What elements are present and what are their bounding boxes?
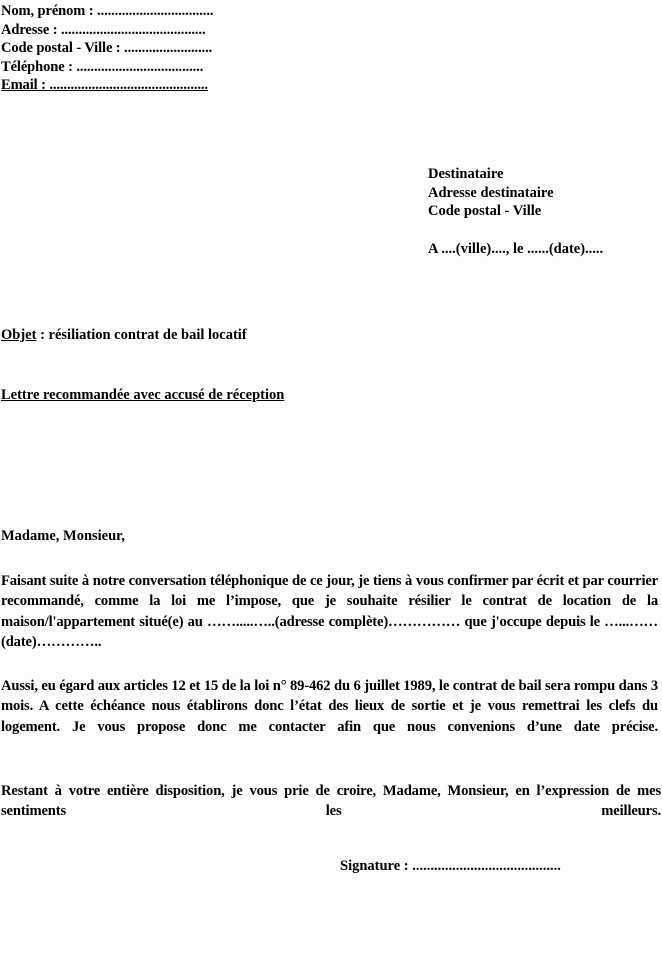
registered-mail-notice: Lettre recommandée avec accusé de réception <box>1 387 285 403</box>
recipient-address: Adresse destinataire <box>428 184 554 201</box>
subject-label: Objet <box>1 327 37 343</box>
sender-field-postal-city <box>1 39 401 58</box>
place-and-date: A ....(ville)...., le ......(date)..... <box>428 241 604 257</box>
sender-field-address-label: Adresse : ......................................... <box>1 21 206 38</box>
subject-separator: : <box>36 327 49 343</box>
sender-field-phone-label: Téléphone : .................................... <box>1 58 204 75</box>
sender-field-phone <box>1 58 401 77</box>
signature-line: Signature : ......................................... <box>340 858 561 874</box>
recipient-name: Destinataire <box>428 166 504 182</box>
sender-field-name-label: Nom, prénom : ................................. <box>1 3 214 19</box>
sender-field-address <box>1 21 401 40</box>
sender-field-email-label: Email : ............................................. <box>1 77 208 94</box>
body-paragraph-1: Faisant suite à notre conversation téléphonique de ce jour, je tiens à vous confirmer par écrit et par courrier recommandé, comme la loi me l’impose, que je souhaite résilier le contrat de location de la maison/l'appartement situé(e) au …….....…..(adresse complète)…………… que j'occupe depuis le …...……(date)………….. <box>1 573 658 651</box>
sender-block <box>1 2 401 95</box>
sender-field-email <box>1 76 401 95</box>
body-paragraph-2: Aussi, eu égard aux articles 12 et 15 de la loi n° 89-462 du 6 juillet 1989, le contrat de bail sera rompu dans 3 mois. A cette échéance nous établirons donc l’état des lieux de sortie et je vous remettrai les clefs du logement. Je vous propose donc me contacter afin que nous convenions d’une date précise. <box>1 678 658 735</box>
subject-line <box>1 327 247 344</box>
subject-text: résiliation contrat de bail locatif <box>48 327 247 343</box>
sender-field-postal-city-label: Code postal - Ville : ......................... <box>1 40 213 57</box>
recipient-block <box>428 165 662 221</box>
recipient-postal-city: Code postal - Ville <box>428 203 542 219</box>
body-paragraph-3: Restant à votre entière disposition, je vous prie de croire, Madame, Monsieur, en l’expression de mes sentiments les meilleurs. <box>1 783 661 820</box>
sender-field-name <box>1 2 401 21</box>
salutation: Madame, Monsieur, <box>1 528 125 544</box>
